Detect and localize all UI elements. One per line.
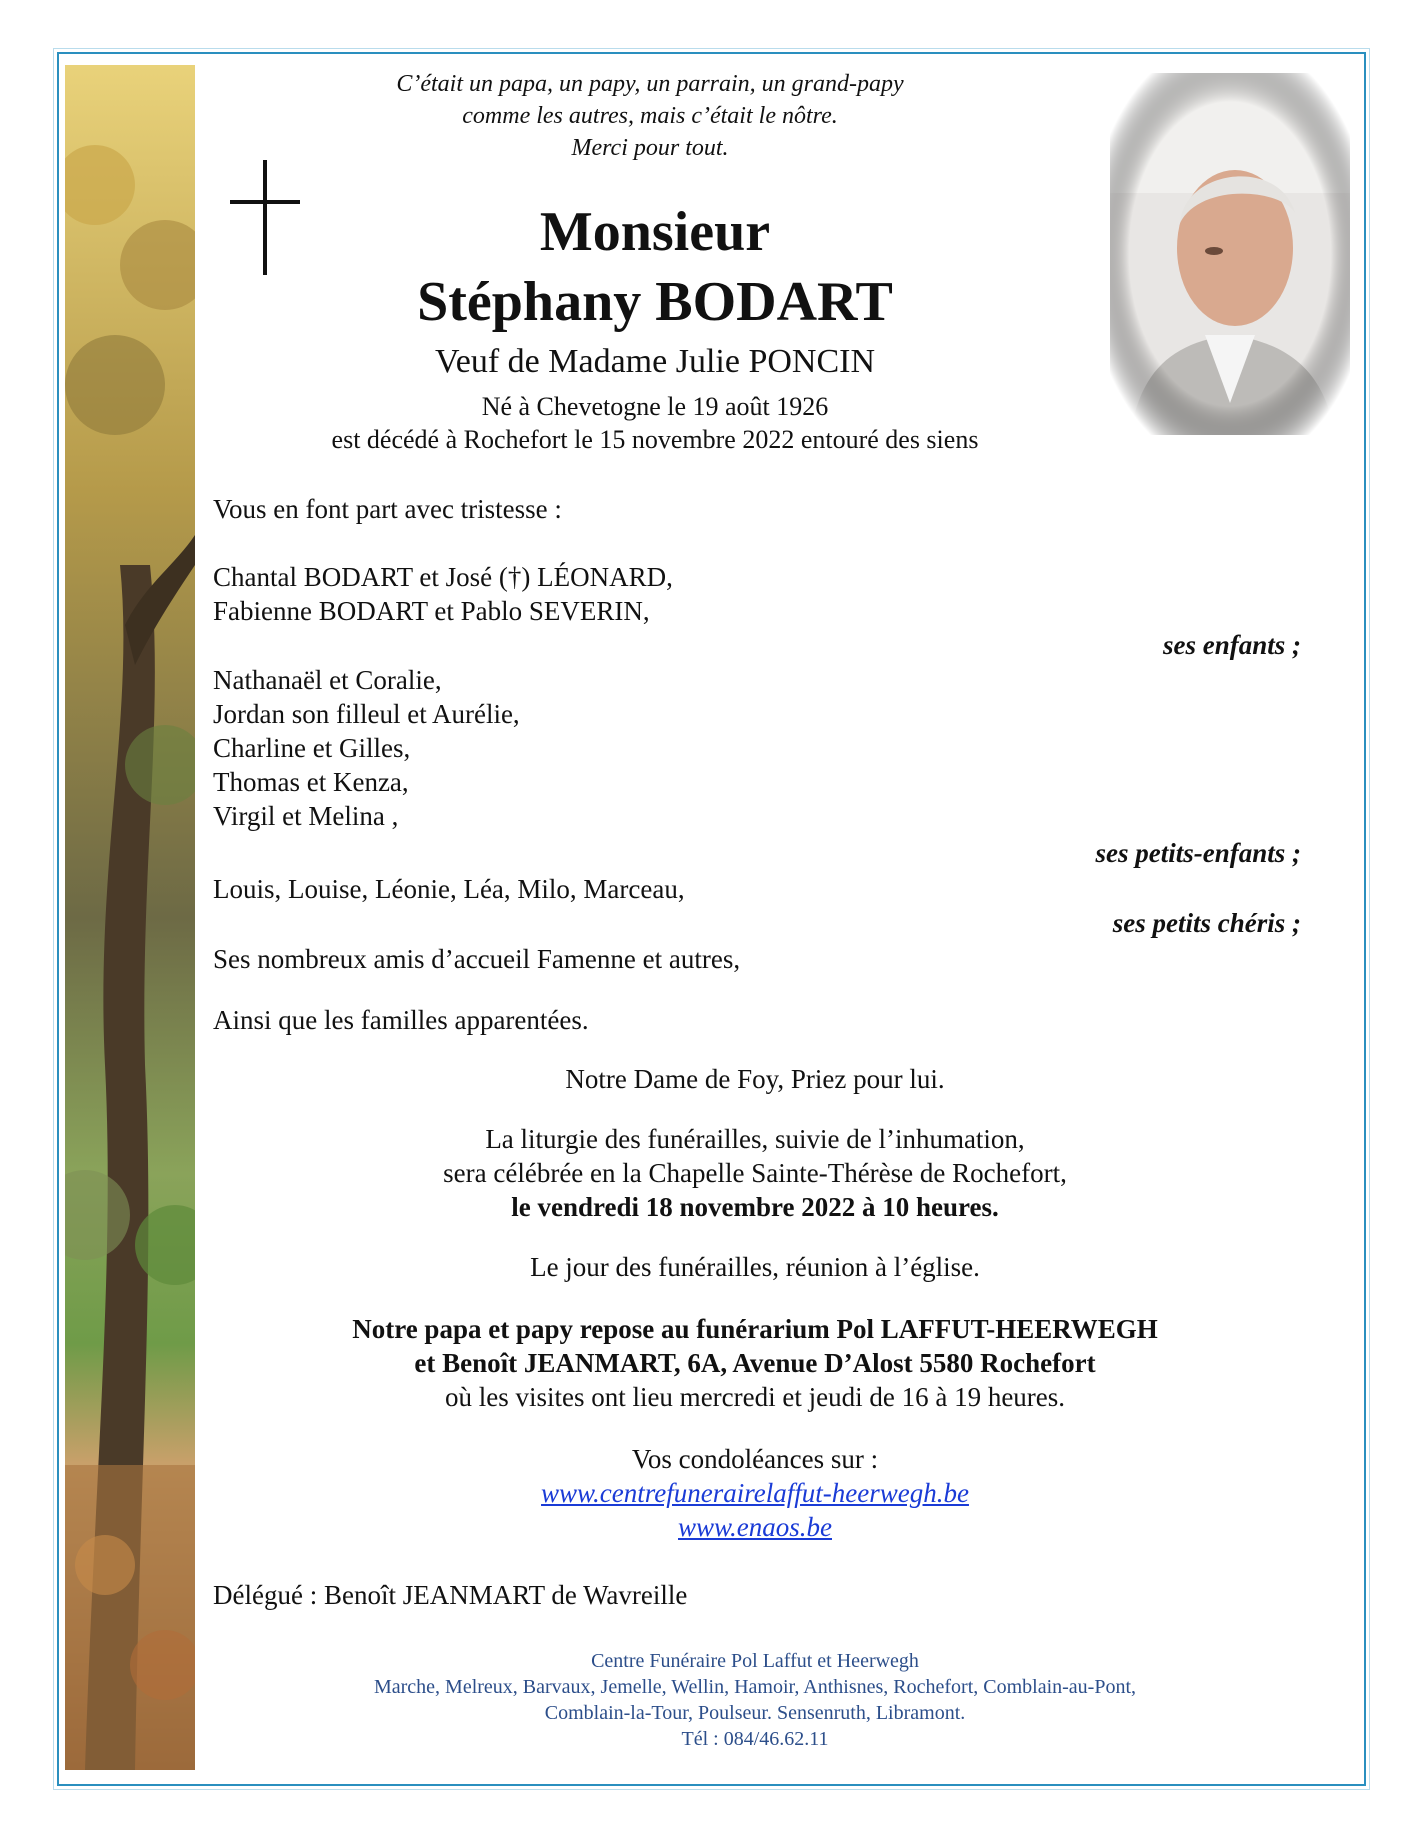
liturgy-block [195, 1122, 1315, 1224]
meeting-text: Le jour des funérailles, réunion à l’église. [530, 1252, 980, 1282]
portrait-photo [1110, 73, 1350, 435]
grandchildren-label: ses petits-enfants ; [1095, 838, 1301, 868]
salutation: Monsieur [539, 201, 771, 263]
condolences-block [195, 1442, 1315, 1544]
footer-company: Centre Funéraire Pol Laffut et Heerwegh [591, 1650, 919, 1672]
birth-info: Né à Chevetogne le 19 août 1926 [481, 392, 829, 421]
liturgy-date: le vendredi 18 novembre 2022 à 10 heures. [511, 1192, 999, 1222]
condolences-link-enaos[interactable]: www.enaos.be [678, 1512, 832, 1542]
list-item: Virgil et Melina , [213, 801, 399, 831]
footer-places: Marche, Melreux, Barvaux, Jemelle, Wellin, Hamoir, Anthisnes, Rochefort, Comblain-au-Pont, [373, 1676, 1137, 1698]
liturgy-line: sera célébrée en la Chapelle Sainte-Thérèse de Rochefort, [443, 1158, 1067, 1188]
list-item: Charline et Gilles, [213, 733, 411, 763]
deceased-name: Stéphany BODART [417, 271, 893, 333]
grandchildren-list [213, 663, 1298, 833]
prayer-text: Notre Dame de Foy, Priez pour lui. [565, 1064, 945, 1094]
great-grandchildren: Louis, Louise, Léonie, Léa, Milo, Marceau, [213, 874, 685, 904]
quote-line: Merci pour tout. [571, 135, 729, 161]
list-item: Thomas et Kenza, [213, 767, 409, 797]
funerarium-line: Notre papa et papy repose au funérarium Pol LAFFUT-HEERWEGH [352, 1314, 1158, 1344]
relatives-text: Ainsi que les familles apparentées. [213, 1005, 589, 1035]
widow-of: Veuf de Madame Julie PONCIN [434, 343, 876, 380]
condolences-link-laffut[interactable]: www.centrefunerairelaffut-heerwegh.be [541, 1478, 969, 1508]
footer [195, 1648, 1315, 1752]
children-list [213, 560, 1298, 628]
quote-line: comme les autres, mais c’était le nôtre. [462, 103, 838, 129]
list-item: Chantal BODART et José (†) LÉONARD, [213, 562, 673, 592]
footer-phone: Tél : 084/46.62.11 [681, 1728, 829, 1750]
opening-quote [340, 68, 960, 164]
children-label: ses enfants ; [1162, 630, 1301, 660]
list-item: Nathanaël et Coralie, [213, 665, 442, 695]
death-info: est décédé à Rochefort le 15 novembre 2022 entouré des siens [331, 425, 979, 454]
funerarium-block [195, 1312, 1315, 1414]
friends-text: Ses nombreux amis d’accueil Famenne et autres, [213, 944, 741, 974]
visits-text: où les visites ont lieu mercredi et jeudi de 16 à 19 heures. [444, 1382, 1066, 1412]
intro-text: Vous en font part avec tristesse : [213, 494, 562, 524]
condolences-label: Vos condoléances sur : [631, 1444, 879, 1474]
liturgy-line: La liturgie des funérailles, suivie de l’inhumation, [485, 1124, 1025, 1154]
list-item: Jordan son filleul et Aurélie, [213, 699, 520, 729]
list-item: Fabienne BODART et Pablo SEVERIN, [213, 596, 650, 626]
footer-places: Comblain-la-Tour, Poulseur. Sensenruth, Libramont. [544, 1702, 966, 1724]
autumn-tree-image [65, 65, 195, 1770]
great-grandchildren-label: ses petits chéris ; [1112, 908, 1301, 938]
delegate-text: Délégué : Benoît JEANMART de Wavreille [213, 1580, 688, 1610]
funerarium-address: et Benoît JEANMART, 6A, Avenue D’Alost 5580 Rochefort [414, 1348, 1096, 1378]
quote-line: C’était un papa, un papy, un parrain, un grand-papy [396, 71, 904, 97]
